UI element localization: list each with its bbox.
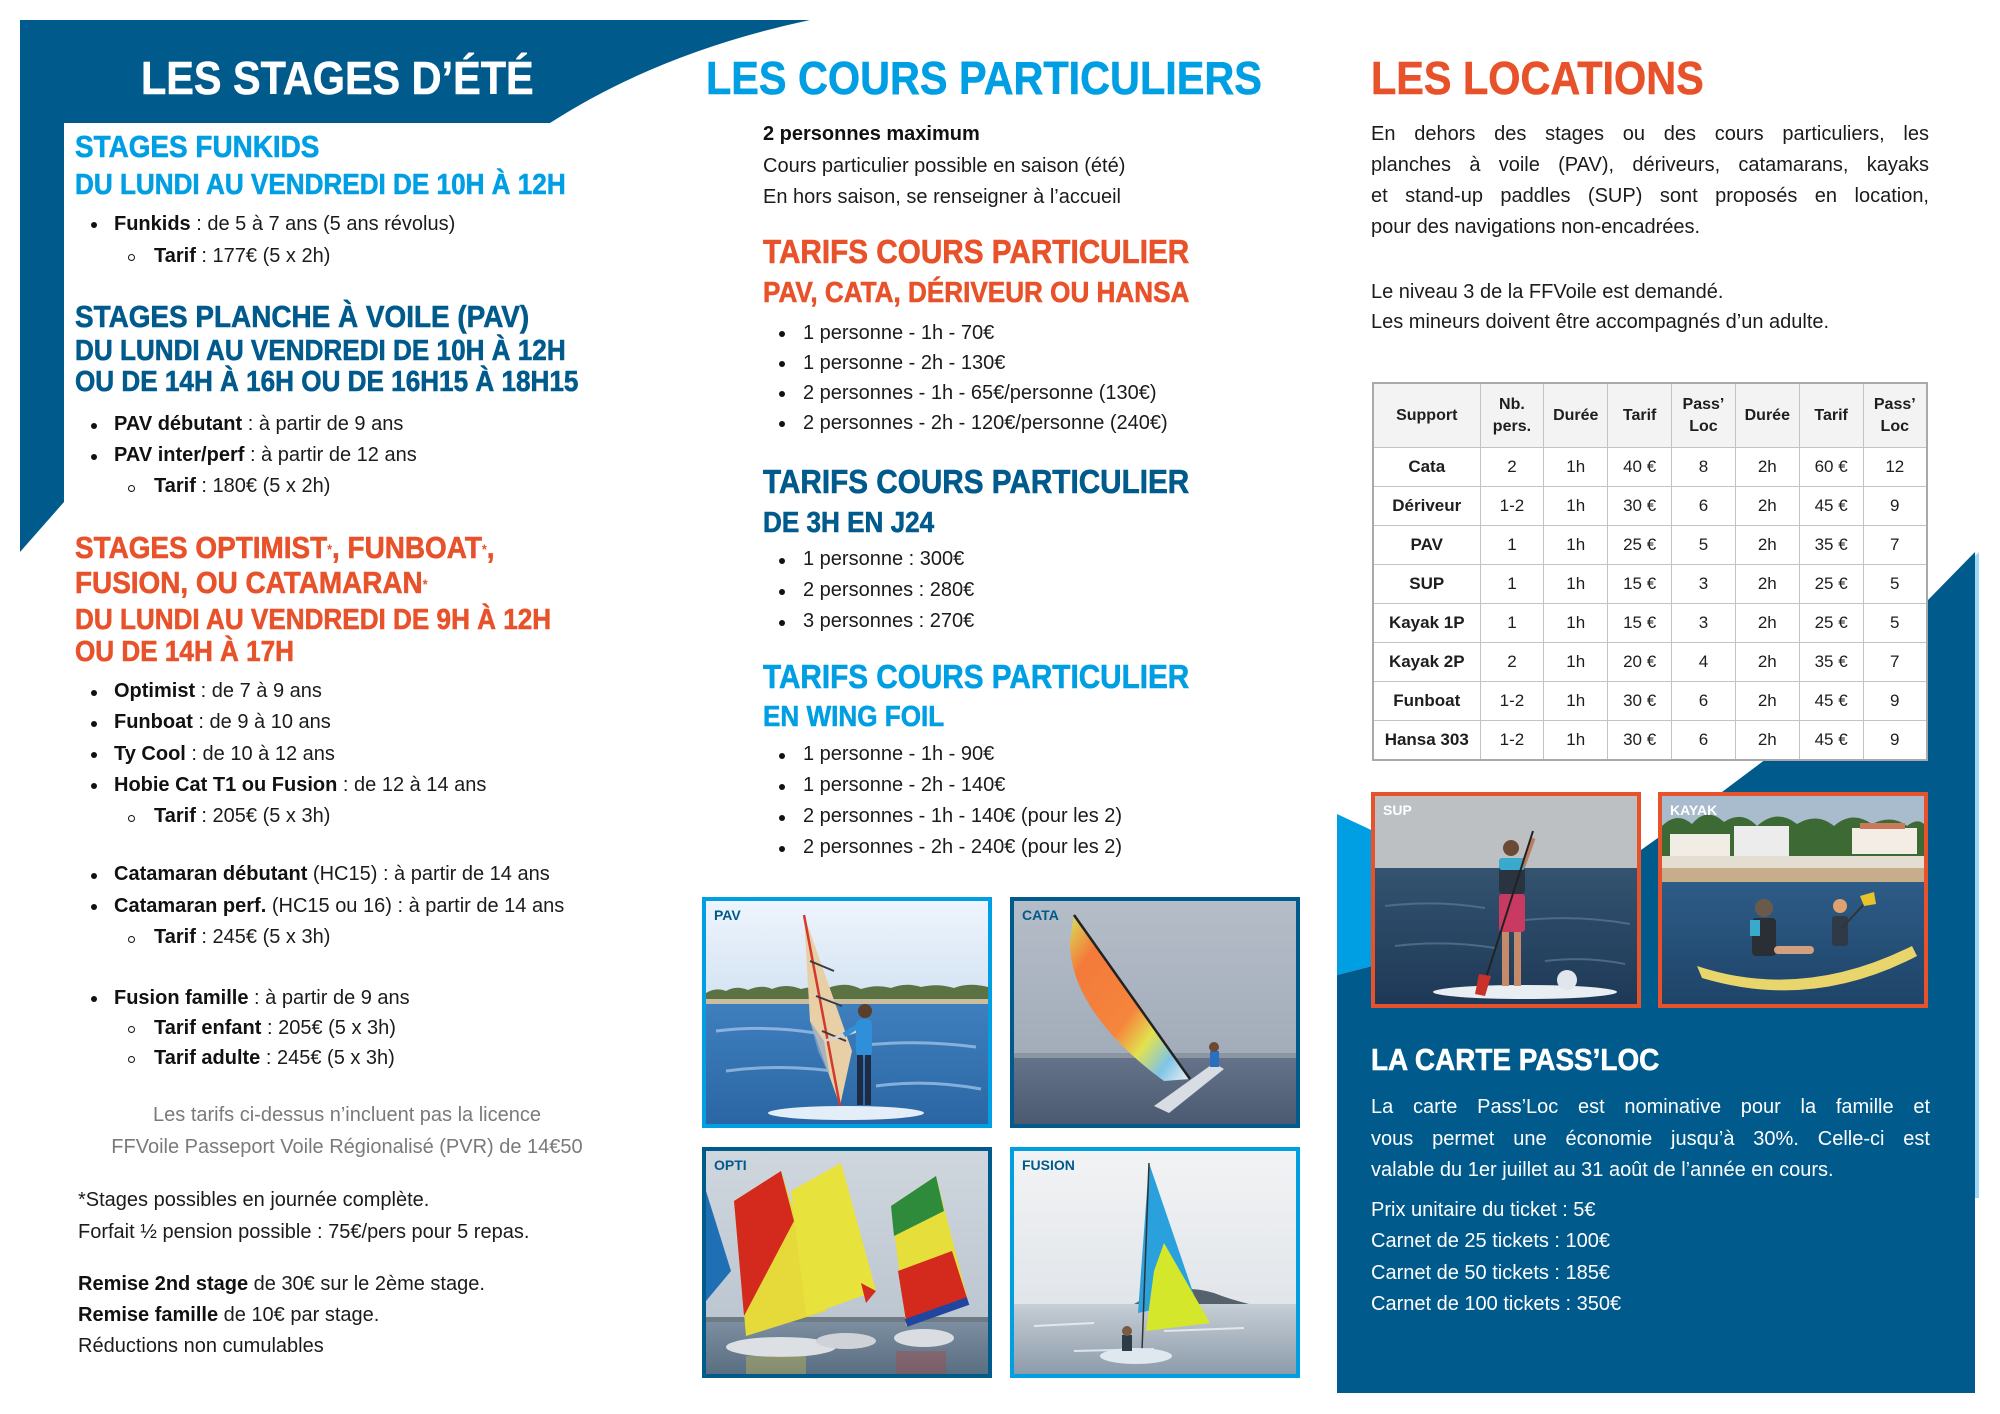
sub-list-item bbox=[75, 1013, 410, 1043]
tarifs-subheading-2: DE 3H EN J24 bbox=[763, 507, 935, 539]
asterisk: * bbox=[327, 541, 333, 557]
optimist-list-2 bbox=[75, 859, 564, 954]
cell: 4 bbox=[1672, 643, 1736, 682]
cell: 5 bbox=[1863, 565, 1927, 604]
item-text: : à partir de 9 ans bbox=[248, 987, 410, 1009]
cell: 12 bbox=[1863, 448, 1927, 487]
cell: 25 € bbox=[1608, 526, 1672, 565]
list-item bbox=[75, 409, 417, 440]
list-item bbox=[763, 575, 974, 606]
cell: 7 bbox=[1863, 526, 1927, 565]
bullet-icon bbox=[91, 904, 97, 910]
intro-line: En hors saison, se renseigner à l’accueil bbox=[763, 186, 1121, 208]
heading-part: FUSION, OU CATAMARAN bbox=[75, 565, 423, 600]
list-item bbox=[75, 707, 486, 738]
schedule-line: DU LUNDI AU VENDREDI DE 10H À 12H bbox=[75, 335, 566, 367]
catamaran-image bbox=[1014, 901, 1296, 1124]
intro-line: et stand-up paddles (SUP) sont proposés en location, bbox=[1371, 185, 1929, 207]
circle-bullet-icon bbox=[128, 1056, 135, 1063]
item-label: Funkids bbox=[114, 213, 191, 235]
tarifs-heading-3: TARIFS COURS PARTICULIER bbox=[763, 658, 1190, 695]
tarifs-list-2 bbox=[763, 544, 974, 637]
bullet-icon bbox=[779, 589, 785, 595]
price-line: Prix unitaire du ticket : 5€ bbox=[1371, 1199, 1596, 1221]
locations-requirements bbox=[1371, 277, 1829, 337]
intro-line: pour des navigations non-encadrées. bbox=[1371, 216, 1701, 238]
item-label: PAV inter/perf bbox=[114, 444, 245, 466]
description-line: valable du 1er juillet au 31 août de l’année en cours. bbox=[1371, 1159, 1834, 1181]
item-label: Tarif adulte bbox=[154, 1047, 261, 1069]
discount-text: de 30€ sur le 2ème stage. bbox=[248, 1273, 485, 1295]
cell: 1h bbox=[1544, 565, 1608, 604]
bullet-icon bbox=[779, 331, 785, 337]
cell: 2h bbox=[1735, 721, 1799, 761]
list-item bbox=[75, 676, 486, 707]
passloc-title: LA CARTE PASS’LOC bbox=[1371, 1042, 1660, 1077]
item-text: 2 personnes - 1h - 140€ (pour les 2) bbox=[803, 805, 1123, 827]
cell: 1h bbox=[1544, 643, 1608, 682]
item-text: 1 personne - 1h - 70€ bbox=[803, 322, 995, 344]
cell: 45 € bbox=[1799, 487, 1863, 526]
column-header: Pass’ Loc bbox=[1672, 383, 1736, 448]
item-text: 1 personne - 2h - 130€ bbox=[803, 352, 1006, 374]
discount-line bbox=[78, 1300, 485, 1331]
cell: 8 bbox=[1672, 448, 1736, 487]
list-item bbox=[763, 408, 1168, 438]
sub-list-item bbox=[75, 1043, 410, 1073]
item-text: : de 10 à 12 ans bbox=[185, 742, 335, 765]
asterisk: * bbox=[422, 576, 428, 592]
list-item bbox=[763, 606, 974, 637]
locations-title: LES LOCATIONS bbox=[1371, 52, 1704, 104]
item-label: PAV débutant bbox=[114, 413, 243, 435]
item-label: Tarif enfant bbox=[154, 1017, 262, 1039]
passloc-prices bbox=[1371, 1195, 1621, 1320]
column-header: Tarif bbox=[1608, 383, 1672, 448]
cell: 30 € bbox=[1608, 721, 1672, 761]
item-label: Funboat bbox=[114, 711, 193, 734]
tarifs-list-1 bbox=[763, 318, 1168, 438]
item-text: 1 personne - 1h - 90€ bbox=[803, 743, 995, 765]
item-text: 2 personnes - 1h - 65€/personne (130€) bbox=[803, 382, 1157, 404]
cell: 35 € bbox=[1799, 526, 1863, 565]
schedule-line: OU DE 14H À 16H OU DE 16H15 À 18H15 bbox=[75, 366, 579, 398]
stand-up-paddle-image bbox=[1375, 796, 1637, 1004]
rental-price-table bbox=[1372, 382, 1928, 761]
bullet-icon bbox=[91, 222, 97, 228]
cell-support: SUP bbox=[1373, 565, 1480, 604]
intro-line: Cours particulier possible en saison (été) bbox=[763, 154, 1126, 177]
circle-bullet-icon bbox=[128, 1026, 135, 1033]
cell: 40 € bbox=[1608, 448, 1672, 487]
photo-label: CATA bbox=[1022, 907, 1059, 923]
cell: 2h bbox=[1735, 565, 1799, 604]
cell-support: PAV bbox=[1373, 526, 1480, 565]
bullet-icon bbox=[91, 783, 97, 789]
bullet-icon bbox=[779, 421, 785, 427]
cell: 1h bbox=[1544, 448, 1608, 487]
passloc-description bbox=[1371, 1092, 1930, 1187]
cell: 30 € bbox=[1608, 487, 1672, 526]
cell: 35 € bbox=[1799, 643, 1863, 682]
circle-bullet-icon bbox=[128, 936, 135, 943]
tarifs-list-3 bbox=[763, 739, 1122, 863]
item-text: : à partir de 9 ans bbox=[242, 413, 404, 435]
cell: 60 € bbox=[1799, 448, 1863, 487]
bullet-icon bbox=[91, 690, 97, 696]
tarifs-heading-2: TARIFS COURS PARTICULIER bbox=[763, 463, 1190, 500]
intro-line: planches à voile (PAV), dériveurs, catamarans, kayaks bbox=[1371, 154, 1929, 176]
photo-kayak bbox=[1658, 792, 1928, 1008]
bullet-icon bbox=[779, 620, 785, 626]
optimist-list-3 bbox=[75, 983, 410, 1073]
item-label: Optimist bbox=[114, 680, 196, 702]
cell: 2h bbox=[1735, 682, 1799, 721]
item-text: 2 personnes : 280€ bbox=[803, 579, 975, 601]
cell: 1 bbox=[1480, 604, 1544, 643]
cell: 3 bbox=[1672, 565, 1736, 604]
cell: 1-2 bbox=[1480, 487, 1544, 526]
table-row bbox=[1373, 682, 1927, 721]
cell: 1 bbox=[1480, 565, 1544, 604]
heading-part: , FUNBOAT bbox=[332, 530, 482, 565]
item-text: : 177€ (5 x 2h) bbox=[195, 245, 331, 267]
photo-opti bbox=[702, 1147, 992, 1378]
list-item bbox=[75, 770, 486, 801]
sub-list-item bbox=[75, 801, 486, 832]
funkids-schedule: DU LUNDI AU VENDREDI DE 10H À 12H bbox=[75, 169, 566, 201]
bullet-icon bbox=[779, 784, 785, 790]
cell: 1h bbox=[1544, 682, 1608, 721]
cell: 5 bbox=[1672, 526, 1736, 565]
cell-support: Funboat bbox=[1373, 682, 1480, 721]
item-text: 2 personnes - 2h - 120€/personne (240€) bbox=[803, 412, 1168, 434]
cell: 15 € bbox=[1608, 565, 1672, 604]
item-label: Fusion famille bbox=[114, 987, 249, 1009]
funkids-list bbox=[75, 208, 455, 272]
cell: 20 € bbox=[1608, 643, 1672, 682]
list-item bbox=[763, 348, 1168, 378]
bullet-icon bbox=[91, 752, 97, 758]
list-item bbox=[75, 983, 410, 1013]
photo-pav bbox=[702, 897, 992, 1128]
list-item bbox=[763, 544, 974, 575]
cell: 7 bbox=[1863, 643, 1927, 682]
cell: 1h bbox=[1544, 487, 1608, 526]
list-item bbox=[75, 739, 486, 770]
photo-cata bbox=[1010, 897, 1300, 1128]
pav-schedule bbox=[75, 336, 578, 398]
photo-sup bbox=[1371, 792, 1641, 1008]
cell: 1h bbox=[1544, 604, 1608, 643]
optimist-image bbox=[706, 1151, 988, 1374]
requirement-line: Le niveau 3 de la FFVoile est demandé. bbox=[1371, 281, 1724, 303]
cell: 2h bbox=[1735, 643, 1799, 682]
intro-bold: 2 personnes maximum bbox=[763, 123, 980, 145]
item-text: : 205€ (5 x 3h) bbox=[261, 1017, 396, 1039]
kayak-image bbox=[1662, 796, 1924, 1004]
cell: 6 bbox=[1672, 487, 1736, 526]
list-item bbox=[763, 318, 1168, 348]
cell: 2h bbox=[1735, 448, 1799, 487]
locations-intro bbox=[1371, 119, 1929, 243]
list-item bbox=[763, 378, 1168, 408]
item-text: : de 12 à 14 ans bbox=[337, 773, 487, 796]
cell: 2h bbox=[1735, 487, 1799, 526]
sub-list-item bbox=[75, 471, 417, 502]
price-line: Carnet de 25 tickets : 100€ bbox=[1371, 1230, 1611, 1253]
item-text: : à partir de 12 ans bbox=[244, 444, 417, 466]
fusion-dinghy-image bbox=[1014, 1151, 1296, 1374]
bullet-icon bbox=[91, 423, 97, 429]
photo-label: FUSION bbox=[1022, 1157, 1075, 1173]
item-text: (HC15 ou 16) : à partir de 14 ans bbox=[266, 894, 565, 917]
bullet-icon bbox=[779, 391, 785, 397]
bullet-icon bbox=[779, 815, 785, 821]
bullet-icon bbox=[779, 361, 785, 367]
asterisk: * bbox=[481, 541, 487, 557]
item-label: Tarif bbox=[154, 805, 196, 827]
optimist-list-1 bbox=[75, 676, 486, 832]
item-label: Ty Cool bbox=[114, 742, 186, 765]
column-header: Tarif bbox=[1799, 383, 1863, 448]
discount-note: Réductions non cumulables bbox=[78, 1335, 324, 1357]
item-label: Catamaran débutant bbox=[114, 863, 308, 885]
cell: 6 bbox=[1672, 682, 1736, 721]
list-item bbox=[75, 440, 417, 471]
item-label: Tarif bbox=[154, 245, 196, 267]
item-text: : 180€ (5 x 2h) bbox=[195, 475, 331, 497]
cell: 30 € bbox=[1608, 682, 1672, 721]
cell: 45 € bbox=[1799, 682, 1863, 721]
column-header: Support bbox=[1373, 383, 1480, 448]
cell: 1h bbox=[1544, 526, 1608, 565]
tarifs-subheading-1: PAV, CATA, DÉRIVEUR OU HANSA bbox=[763, 277, 1190, 309]
item-text: 2 personnes - 2h - 240€ (pour les 2) bbox=[803, 836, 1123, 858]
list-item bbox=[763, 801, 1122, 832]
circle-bullet-icon bbox=[128, 815, 135, 822]
cell: 1-2 bbox=[1480, 721, 1544, 761]
cell: 25 € bbox=[1799, 565, 1863, 604]
description-line: vous permet une économie jusqu’à 30%. Celle-ci est bbox=[1371, 1127, 1930, 1150]
table-row bbox=[1373, 643, 1927, 682]
item-text: 1 personne : 300€ bbox=[803, 548, 965, 570]
windsurf-image bbox=[706, 901, 988, 1124]
cell-support: Dériveur bbox=[1373, 487, 1480, 526]
intro-line: En dehors des stages ou des cours particuliers, les bbox=[1371, 123, 1929, 145]
list-item bbox=[75, 208, 455, 240]
bullet-icon bbox=[779, 558, 785, 564]
tarifs-subheading-3: EN WING FOIL bbox=[763, 701, 945, 733]
table-row bbox=[1373, 448, 1927, 487]
discount-label: Remise famille bbox=[78, 1304, 219, 1326]
column-header: Durée bbox=[1735, 383, 1799, 448]
cell: 9 bbox=[1863, 487, 1927, 526]
list-item bbox=[75, 891, 564, 923]
item-text: : 205€ (5 x 3h) bbox=[195, 805, 331, 827]
item-label: Hobie Cat T1 ou Fusion bbox=[114, 773, 338, 796]
optimist-schedule bbox=[75, 604, 551, 668]
photo-fusion bbox=[1010, 1147, 1300, 1378]
cours-intro bbox=[763, 119, 1125, 214]
heading-line bbox=[75, 565, 495, 600]
footnote-line: Forfait ½ pension possible : 75€/pers pour 5 repas. bbox=[78, 1221, 530, 1243]
item-text: : de 9 à 10 ans bbox=[192, 711, 331, 734]
note-line: Les tarifs ci-dessus n’incluent pas la licence bbox=[153, 1104, 541, 1126]
bullet-icon bbox=[91, 873, 97, 879]
photo-label: SUP bbox=[1383, 802, 1412, 818]
cell: 45 € bbox=[1799, 721, 1863, 761]
cell: 3 bbox=[1672, 604, 1736, 643]
item-text: 1 personne - 2h - 140€ bbox=[803, 774, 1006, 796]
bullet-icon bbox=[779, 846, 785, 852]
description-line: La carte Pass’Loc est nominative pour la famille et bbox=[1371, 1096, 1930, 1118]
bullet-icon bbox=[91, 721, 97, 727]
discount-line bbox=[78, 1269, 485, 1300]
cell-support: Hansa 303 bbox=[1373, 721, 1480, 761]
tarifs-heading-1: TARIFS COURS PARTICULIER bbox=[763, 233, 1190, 270]
list-item bbox=[763, 739, 1122, 770]
circle-bullet-icon bbox=[128, 254, 135, 261]
table-row bbox=[1373, 526, 1927, 565]
item-text: 3 personnes : 270€ bbox=[803, 610, 975, 632]
circle-bullet-icon bbox=[128, 485, 135, 492]
price-line: Carnet de 50 tickets : 185€ bbox=[1371, 1261, 1611, 1284]
item-label: Tarif bbox=[154, 926, 196, 948]
table-row bbox=[1373, 604, 1927, 643]
column-header: Pass’ Loc bbox=[1863, 383, 1927, 448]
heading-part: , bbox=[486, 530, 495, 565]
cell: 2h bbox=[1735, 526, 1799, 565]
sub-list-item bbox=[75, 922, 564, 954]
price-line: Carnet de 100 tickets : 350€ bbox=[1371, 1292, 1622, 1315]
list-item bbox=[763, 770, 1122, 801]
column-header: Nb. pers. bbox=[1480, 383, 1544, 448]
bullet-icon bbox=[91, 996, 97, 1002]
cell-support: Kayak 2P bbox=[1373, 643, 1480, 682]
item-text: : de 5 à 7 ans (5 ans révolus) bbox=[190, 213, 456, 235]
cell: 15 € bbox=[1608, 604, 1672, 643]
heading-line bbox=[75, 530, 495, 565]
item-text: (HC15) : à partir de 14 ans bbox=[307, 863, 550, 885]
column-header: Durée bbox=[1544, 383, 1608, 448]
footnote bbox=[78, 1184, 529, 1248]
discounts bbox=[78, 1269, 485, 1362]
table-row bbox=[1373, 487, 1927, 526]
note-line: FFVoile Passeport Voile Régionalisé (PVR) de 14€50 bbox=[111, 1136, 583, 1158]
discount-text: de 10€ par stage. bbox=[218, 1304, 380, 1326]
right-edge-light-strip bbox=[1975, 552, 1979, 1198]
item-text: : 245€ (5 x 3h) bbox=[195, 926, 331, 948]
photo-label: OPTI bbox=[714, 1157, 747, 1173]
discount-label: Remise 2nd stage bbox=[78, 1273, 249, 1295]
funkids-heading: STAGES FUNKIDS bbox=[75, 129, 320, 164]
footnote-line: *Stages possibles en journée complète. bbox=[78, 1189, 430, 1211]
schedule-line: DU LUNDI AU VENDREDI DE 9H À 12H bbox=[75, 604, 552, 636]
licence-note bbox=[78, 1099, 616, 1163]
table-row bbox=[1373, 565, 1927, 604]
item-label: Catamaran perf. bbox=[114, 894, 267, 917]
cell-support: Cata bbox=[1373, 448, 1480, 487]
cell: 25 € bbox=[1799, 604, 1863, 643]
cell: 9 bbox=[1863, 721, 1927, 761]
bullet-icon bbox=[779, 753, 785, 759]
cours-title: LES COURS PARTICULIERS bbox=[706, 52, 1262, 104]
pav-heading: STAGES PLANCHE À VOILE (PAV) bbox=[75, 299, 530, 334]
cell: 2 bbox=[1480, 448, 1544, 487]
heading-part: STAGES OPTIMIST bbox=[75, 530, 328, 565]
optimist-heading bbox=[75, 530, 495, 600]
cell: 9 bbox=[1863, 682, 1927, 721]
list-item bbox=[763, 832, 1122, 863]
photo-label: KAYAK bbox=[1670, 802, 1718, 818]
pav-list bbox=[75, 409, 417, 502]
item-label: Tarif bbox=[154, 475, 196, 497]
cell: 2h bbox=[1735, 604, 1799, 643]
requirement-line: Les mineurs doivent être accompagnés d’un adulte. bbox=[1371, 311, 1830, 333]
sub-list-item bbox=[75, 240, 455, 272]
item-text: : de 7 à 9 ans bbox=[195, 680, 322, 702]
cell: 6 bbox=[1672, 721, 1736, 761]
cell: 5 bbox=[1863, 604, 1927, 643]
table-header-row bbox=[1373, 383, 1927, 448]
list-item bbox=[75, 859, 564, 891]
stages-title: LES STAGES D’ÉTÉ bbox=[141, 52, 534, 104]
cell: 1h bbox=[1544, 721, 1608, 761]
cell: 2 bbox=[1480, 643, 1544, 682]
cell-support: Kayak 1P bbox=[1373, 604, 1480, 643]
cell: 1-2 bbox=[1480, 682, 1544, 721]
bullet-icon bbox=[91, 454, 97, 460]
table-row bbox=[1373, 721, 1927, 761]
schedule-line: OU DE 14H À 17H bbox=[75, 636, 295, 668]
cell: 1 bbox=[1480, 526, 1544, 565]
photo-label: PAV bbox=[714, 907, 741, 923]
item-text: : 245€ (5 x 3h) bbox=[260, 1047, 395, 1069]
